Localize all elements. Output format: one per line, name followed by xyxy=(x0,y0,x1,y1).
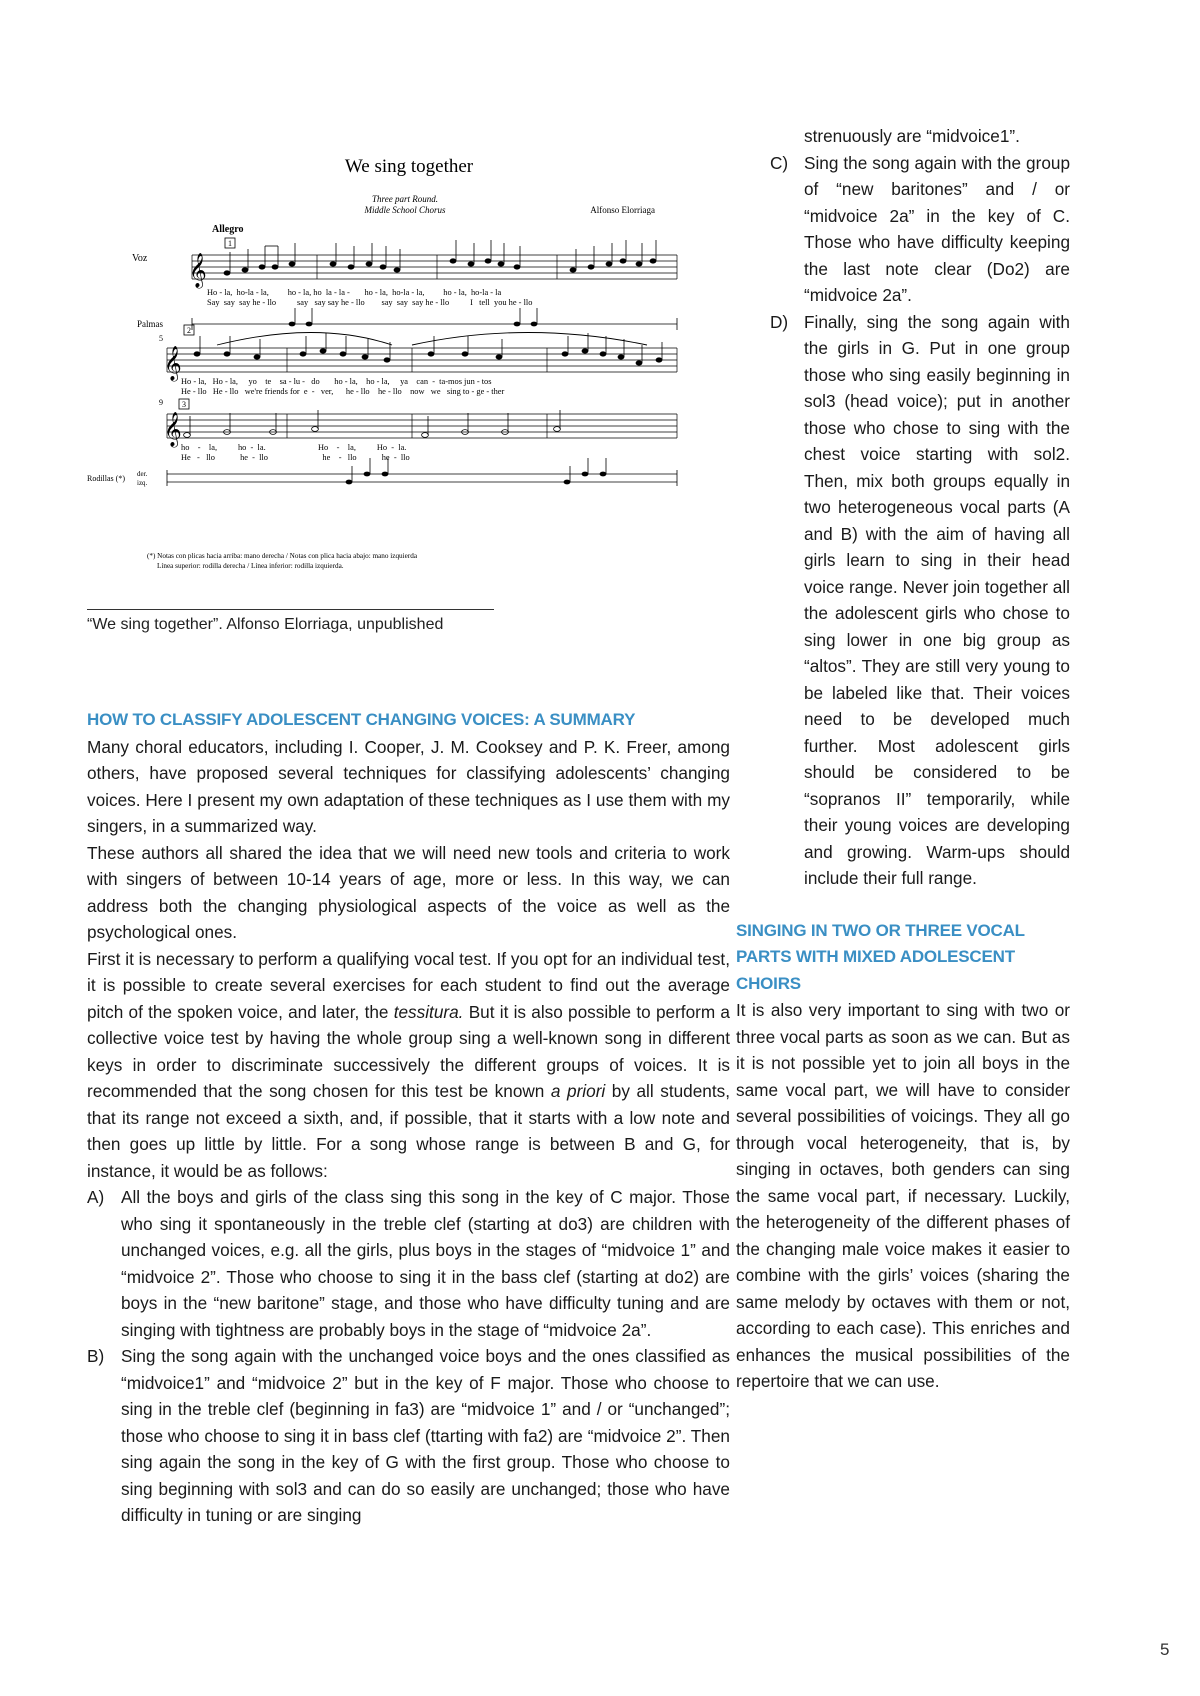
lyrics-line-1a: Ho - la, ho-la - la, ho - la, ho la - la - ho - la, ho-la - la, ho - la, ho-la - la xyxy=(207,288,502,297)
paragraph-2: These authors all shared the idea that we will need new tools and criteria to work with singers of between 10-14 years of age, more or less. In this way, we can address both the changing physiological aspects of the voice as well as the psychological ones. xyxy=(87,842,730,942)
paragraph-final: It is also very important to sing with two or three vocal parts as soon as we can. But as it is not possible yet to join all boys in the same vocal part, we will have to consider several possibilities of voicings. They all go through vocal heterogeneity, that is, by singing in octaves, both genders can sing the same vocal part, if necessary. Luckily, the heterogeneity of the different phases of the changing male voice makes it easier to combine with the girls’ voices (sharing the same melody by octaves with them or not, according to each case). This enriches and enhances the musical possibilities of the repertoire that we can use. xyxy=(736,1000,1070,1391)
lyrics-line-2b: He - llo He - llo we're friends for e - ver, he - llo he - llo now we sing to - ge - ther xyxy=(181,387,505,396)
figure-caption: “We sing together”. Alfonso Elorriaga, unpublished xyxy=(87,616,444,633)
clap-label: Palmas xyxy=(137,319,163,329)
list-item-d xyxy=(770,309,1070,892)
list-item-b xyxy=(87,1343,730,1529)
staff-system-2 xyxy=(167,348,677,372)
score-subtitle-2: Middle School Chorus xyxy=(364,205,446,215)
score-footnote-2: Línea superior: rodilla derecha / Línea inferior: rodilla izquierda. xyxy=(157,562,344,570)
right-column xyxy=(736,123,1070,1395)
knees-label: Rodillas (*) xyxy=(87,474,125,483)
caption-rule xyxy=(87,609,494,610)
section-heading-classify: HOW TO CLASSIFY ADOLESCENT CHANGING VOICES: A SUMMARY xyxy=(87,710,636,729)
knees-izq-label: izq. xyxy=(137,479,148,487)
lyrics-line-1b: Say say say he - llo say say say he - llo say say say he - llo I tell you he - llo xyxy=(207,298,533,307)
paragraph-3: First it is necessary to perform a qualifying vocal test. If you opt for an individual test, it is possible to create several exercises for each student to find out the average pitch of the spoken voice, and later, the tessitura. But it is also possible to perform a collective voice test by having the whole group sing a well-known song in different keys in order to discriminate successively the different groups of voices. It is recommended that the song chosen for this test be known a priori by all students, that its range not exceed a sixth, and, if possible, that it starts with a low note and then goes up little by little. For a song whose range is between B and G, for instance, it would be as follows: xyxy=(87,948,730,1181)
section-mark-3: 3 xyxy=(182,400,186,409)
score-title: We sing together xyxy=(344,156,474,177)
list-text-c: Sing the song again with the group of “new baritones” and / or “midvoice 2a” in the key of C. Those who have difficulty keeping the last note clear (Do2) are “midvoice 2a”. xyxy=(804,152,1070,305)
list-marker-b: B) xyxy=(87,1346,105,1366)
list-marker-d: D) xyxy=(770,311,789,332)
lyrics-line-2a: Ho - la, Ho - la, yo te sa - lu - do ho - la, ho - la, ya can - ta-mos jun - tos xyxy=(181,377,492,386)
knees-line xyxy=(167,458,677,486)
list-marker-a: A) xyxy=(87,1187,105,1207)
list-text-b-continued: strenuously are “midvoice1”. xyxy=(804,126,1020,146)
list-text-d: Finally, sing the song again with the girls in G. Put in one group those who sing easily beginning in sol3 (head voice); put in another those who chose to sing with the chest voice starting with sol2. Then, mix both groups equally in two heterogeneous vocal parts (A and B) with the aim of having all girls learn to sing in their head voice range. Never join together all the adolescent girls who chose to sing lower in one big group as “altos”. They are still very young to be labeled like that. Their voices need to be developed much further. Most adolescent girls should be considered to be “sopranos II” temporarily, while their young voices are developing and growing. Warm-ups should include their full range. xyxy=(804,311,1070,888)
lyrics-line-3a: ho - la, ho - la. Ho - la, Ho - la. xyxy=(181,443,407,452)
list-text-b: Sing the song again with the unchanged voice boys and the ones classified as “midvoice1” and “midvoice 2” but in the key of F major. Those who choose to sing in the treble clef (beginning in fa3) are “midvoice 1” and / or “unchanged”; those who choose to sing it in bass clef (ttarting with fa2) are “midvoice 2”. Then sing again the song in the key of G with the first group. Those who choose to sing beginning with sol3 and can do so easily are unchanged; those who have difficulty in tuning or are singing xyxy=(121,1346,730,1525)
measure-number-9: 9 xyxy=(159,398,163,407)
section-mark-2: 2 xyxy=(187,326,191,335)
list-item-b-continued xyxy=(770,123,1070,150)
paragraph-1: Many choral educators, including I. Cooper, J. M. Cooksey and P. K. Freer, among others, have proposed several techniques for classifying adolescents’ changing voices. Here I present my own adaptation of these techniques as I use them with my singers, in a summarized way. xyxy=(87,736,730,836)
knees-der-label: der. xyxy=(137,470,148,478)
measure-number-5: 5 xyxy=(159,334,163,343)
section-mark-1: 1 xyxy=(228,239,232,248)
music-score-figure xyxy=(87,140,692,590)
list-text-a: All the boys and girls of the class sing this song in the key of C major. Those who sing it spontaneously in the treble clef (starting at do3) are children with unchanged voices, e.g. all the girls, plus boys in the stages of “midvoice 1” and “midvoice 2”. Those who choose to sing it in the bass clef (starting at do2) are boys in the “new baritone” stage, and those who have difficulty tuning and are singing with tightness are probably boys in the stage of “midvoice 2a”. xyxy=(121,1187,730,1340)
notes-system-2 xyxy=(194,333,662,365)
treble-clef-icon: 𝄞 xyxy=(164,412,182,447)
voice-label: Voz xyxy=(132,253,148,264)
score-tempo: Allegro xyxy=(212,224,244,235)
score-footnote-1: (*) Notas con plicas hacia arriba: mano derecha / Notas con plica hacia abajo: mano izquierda xyxy=(147,552,418,560)
page-number: 5 xyxy=(1160,1640,1170,1659)
section-heading-singing: SINGING IN TWO OR THREE VOCAL PARTS WITH MIXED ADOLESCENT CHOIRS xyxy=(736,920,1025,993)
score-composer: Alfonso Elorriaga xyxy=(590,205,655,215)
notes-system-1 xyxy=(224,240,656,275)
treble-clef-icon: 𝄞 xyxy=(189,253,207,288)
left-column xyxy=(87,707,730,1529)
score-subtitle-1: Three part Round. xyxy=(372,194,438,204)
clap-line xyxy=(192,308,677,330)
lyrics-line-3b: He - llo he - llo he - llo he - llo xyxy=(181,453,410,462)
list-marker-c: C) xyxy=(770,152,789,173)
list-item-a xyxy=(87,1184,730,1343)
treble-clef-icon: 𝄞 xyxy=(164,346,182,381)
list-item-c xyxy=(770,150,1070,309)
